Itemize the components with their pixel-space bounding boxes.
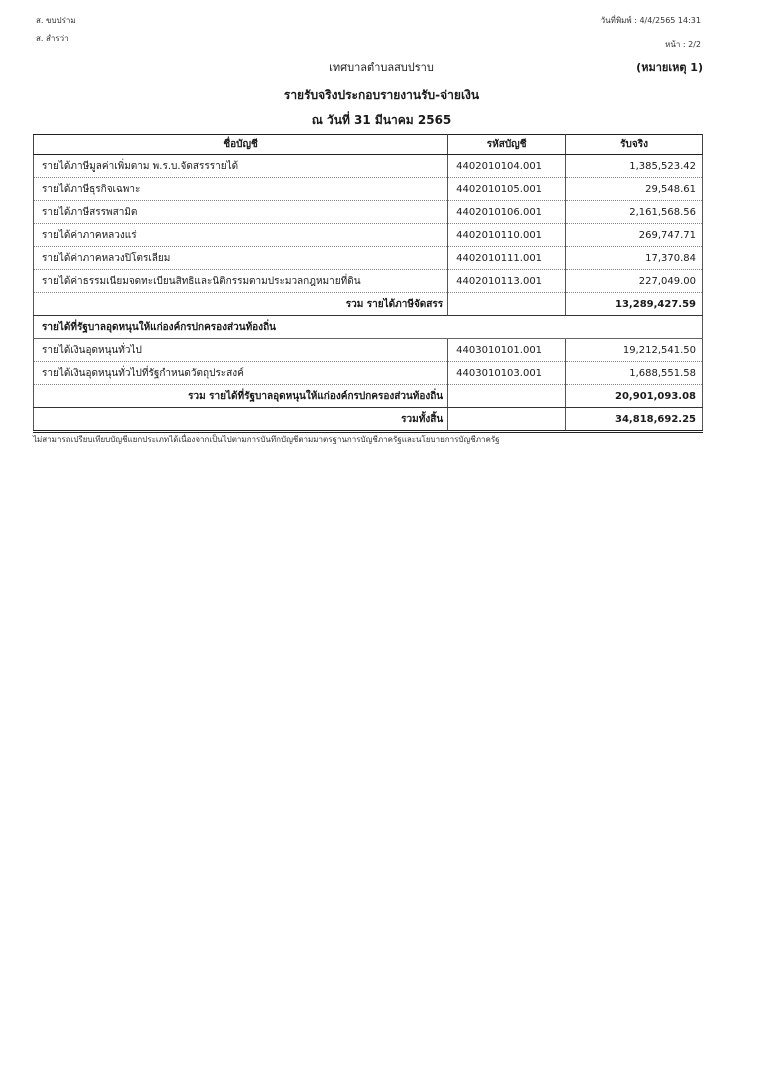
page-number: หน้า : 2/2: [665, 40, 701, 49]
amount-cell: 227,049.00: [566, 270, 703, 293]
account-name-cell: รวม รายได้ภาษีจัดสรร: [34, 293, 448, 316]
header-top-left-line1: ส. ขบปร่าม: [36, 16, 76, 25]
account-name-cell: รายได้ค่าภาคหลวงปิโตรเลียม: [34, 247, 448, 270]
amount-cell: 17,370.84: [566, 247, 703, 270]
table-row: [34, 339, 703, 362]
report-title: รายรับจริงประกอบรายงานรับ-จ่ายเงิน: [283, 88, 480, 102]
amount-cell: 20,901,093.08: [566, 385, 703, 408]
account-code-cell: 4403010103.001: [448, 362, 566, 385]
account-name-cell: รายได้เงินอุดหนุนทั่วไปที่รัฐกำหนดวัตถุประสงค์: [34, 362, 448, 385]
grand-row: [34, 408, 703, 432]
account-name-cell: รายได้ค่าภาคหลวงแร่: [34, 224, 448, 247]
table-row: [34, 224, 703, 247]
amount-cell: 19,212,541.50: [566, 339, 703, 362]
account-code-cell: 4402010106.001: [448, 201, 566, 224]
account-name-cell: รวมทั้งสิ้น: [34, 408, 448, 432]
table-row: [34, 362, 703, 385]
account-name-cell: รายได้ที่รัฐบาลอุดหนุนให้แก่องค์กรปกครองส่วนท้องถิ่น: [34, 316, 703, 339]
report-date: ณ วันที่ 31 มีนาคม 2565: [311, 113, 452, 127]
table-row: [34, 247, 703, 270]
account-code-cell: [448, 408, 566, 432]
account-code-cell: [448, 385, 566, 408]
account-name-cell: รายได้ภาษีสรรพสามิต: [34, 201, 448, 224]
account-code-cell: [448, 293, 566, 316]
account-code-cell: 4402010111.001: [448, 247, 566, 270]
note-tag: (หมายเหตุ 1): [636, 61, 703, 74]
column-header-account-code: รหัสบัญชี: [448, 135, 566, 155]
account-code-cell: 4402010104.001: [448, 155, 566, 178]
account-code-cell: 4402010110.001: [448, 224, 566, 247]
account-code-cell: 4403010101.001: [448, 339, 566, 362]
subtotal-row: [34, 293, 703, 316]
amount-cell: 34,818,692.25: [566, 408, 703, 432]
amount-cell: 1,385,523.42: [566, 155, 703, 178]
amount-cell: 29,548.61: [566, 178, 703, 201]
column-header-account-name: ชื่อบัญชี: [34, 135, 448, 155]
column-header-actual-received: รับจริง: [566, 135, 703, 155]
amount-cell: 1,688,551.58: [566, 362, 703, 385]
amount-cell: 13,289,427.59: [566, 293, 703, 316]
subtotal-row: [34, 385, 703, 408]
section-row: [34, 316, 703, 339]
print-date: วันที่พิมพ์ : 4/4/2565 14:31: [600, 16, 701, 25]
amount-cell: 2,161,568.56: [566, 201, 703, 224]
table-row: [34, 155, 703, 178]
table-header-row: [34, 135, 703, 155]
table-row: [34, 178, 703, 201]
account-name-cell: รายได้เงินอุดหนุนทั่วไป: [34, 339, 448, 362]
amount-cell: 269,747.71: [566, 224, 703, 247]
account-name-cell: รวม รายได้ที่รัฐบาลอุดหนุนให้แก่องค์กรปกครองส่วนท้องถิ่น: [34, 385, 448, 408]
account-name-cell: รายได้ภาษีธุรกิจเฉพาะ: [34, 178, 448, 201]
header-top-left-line2: ส. สำรว่า: [36, 34, 69, 43]
footnote: ไม่สามารถเปรียบเทียบบัญชีแยกประเภทได้เนื่องจากเป็นไปตามการบันทึกบัญชีตามมาตรฐานการบัญชีภาครัฐและนโยบายการบัญชีภาครัฐ: [33, 435, 500, 444]
account-code-cell: 4402010105.001: [448, 178, 566, 201]
revenue-table: [33, 134, 703, 433]
account-name-cell: รายได้ภาษีมูลค่าเพิ่มตาม พ.ร.บ.จัดสรรรายได้: [34, 155, 448, 178]
table-row: [34, 270, 703, 293]
account-name-cell: รายได้ค่าธรรมเนียมจดทะเบียนสิทธิและนิติกรรมตามประมวลกฎหมายที่ดิน: [34, 270, 448, 293]
account-code-cell: 4402010113.001: [448, 270, 566, 293]
table-row: [34, 201, 703, 224]
organization-name: เทศบาลตำบลสบปราบ: [329, 61, 434, 74]
